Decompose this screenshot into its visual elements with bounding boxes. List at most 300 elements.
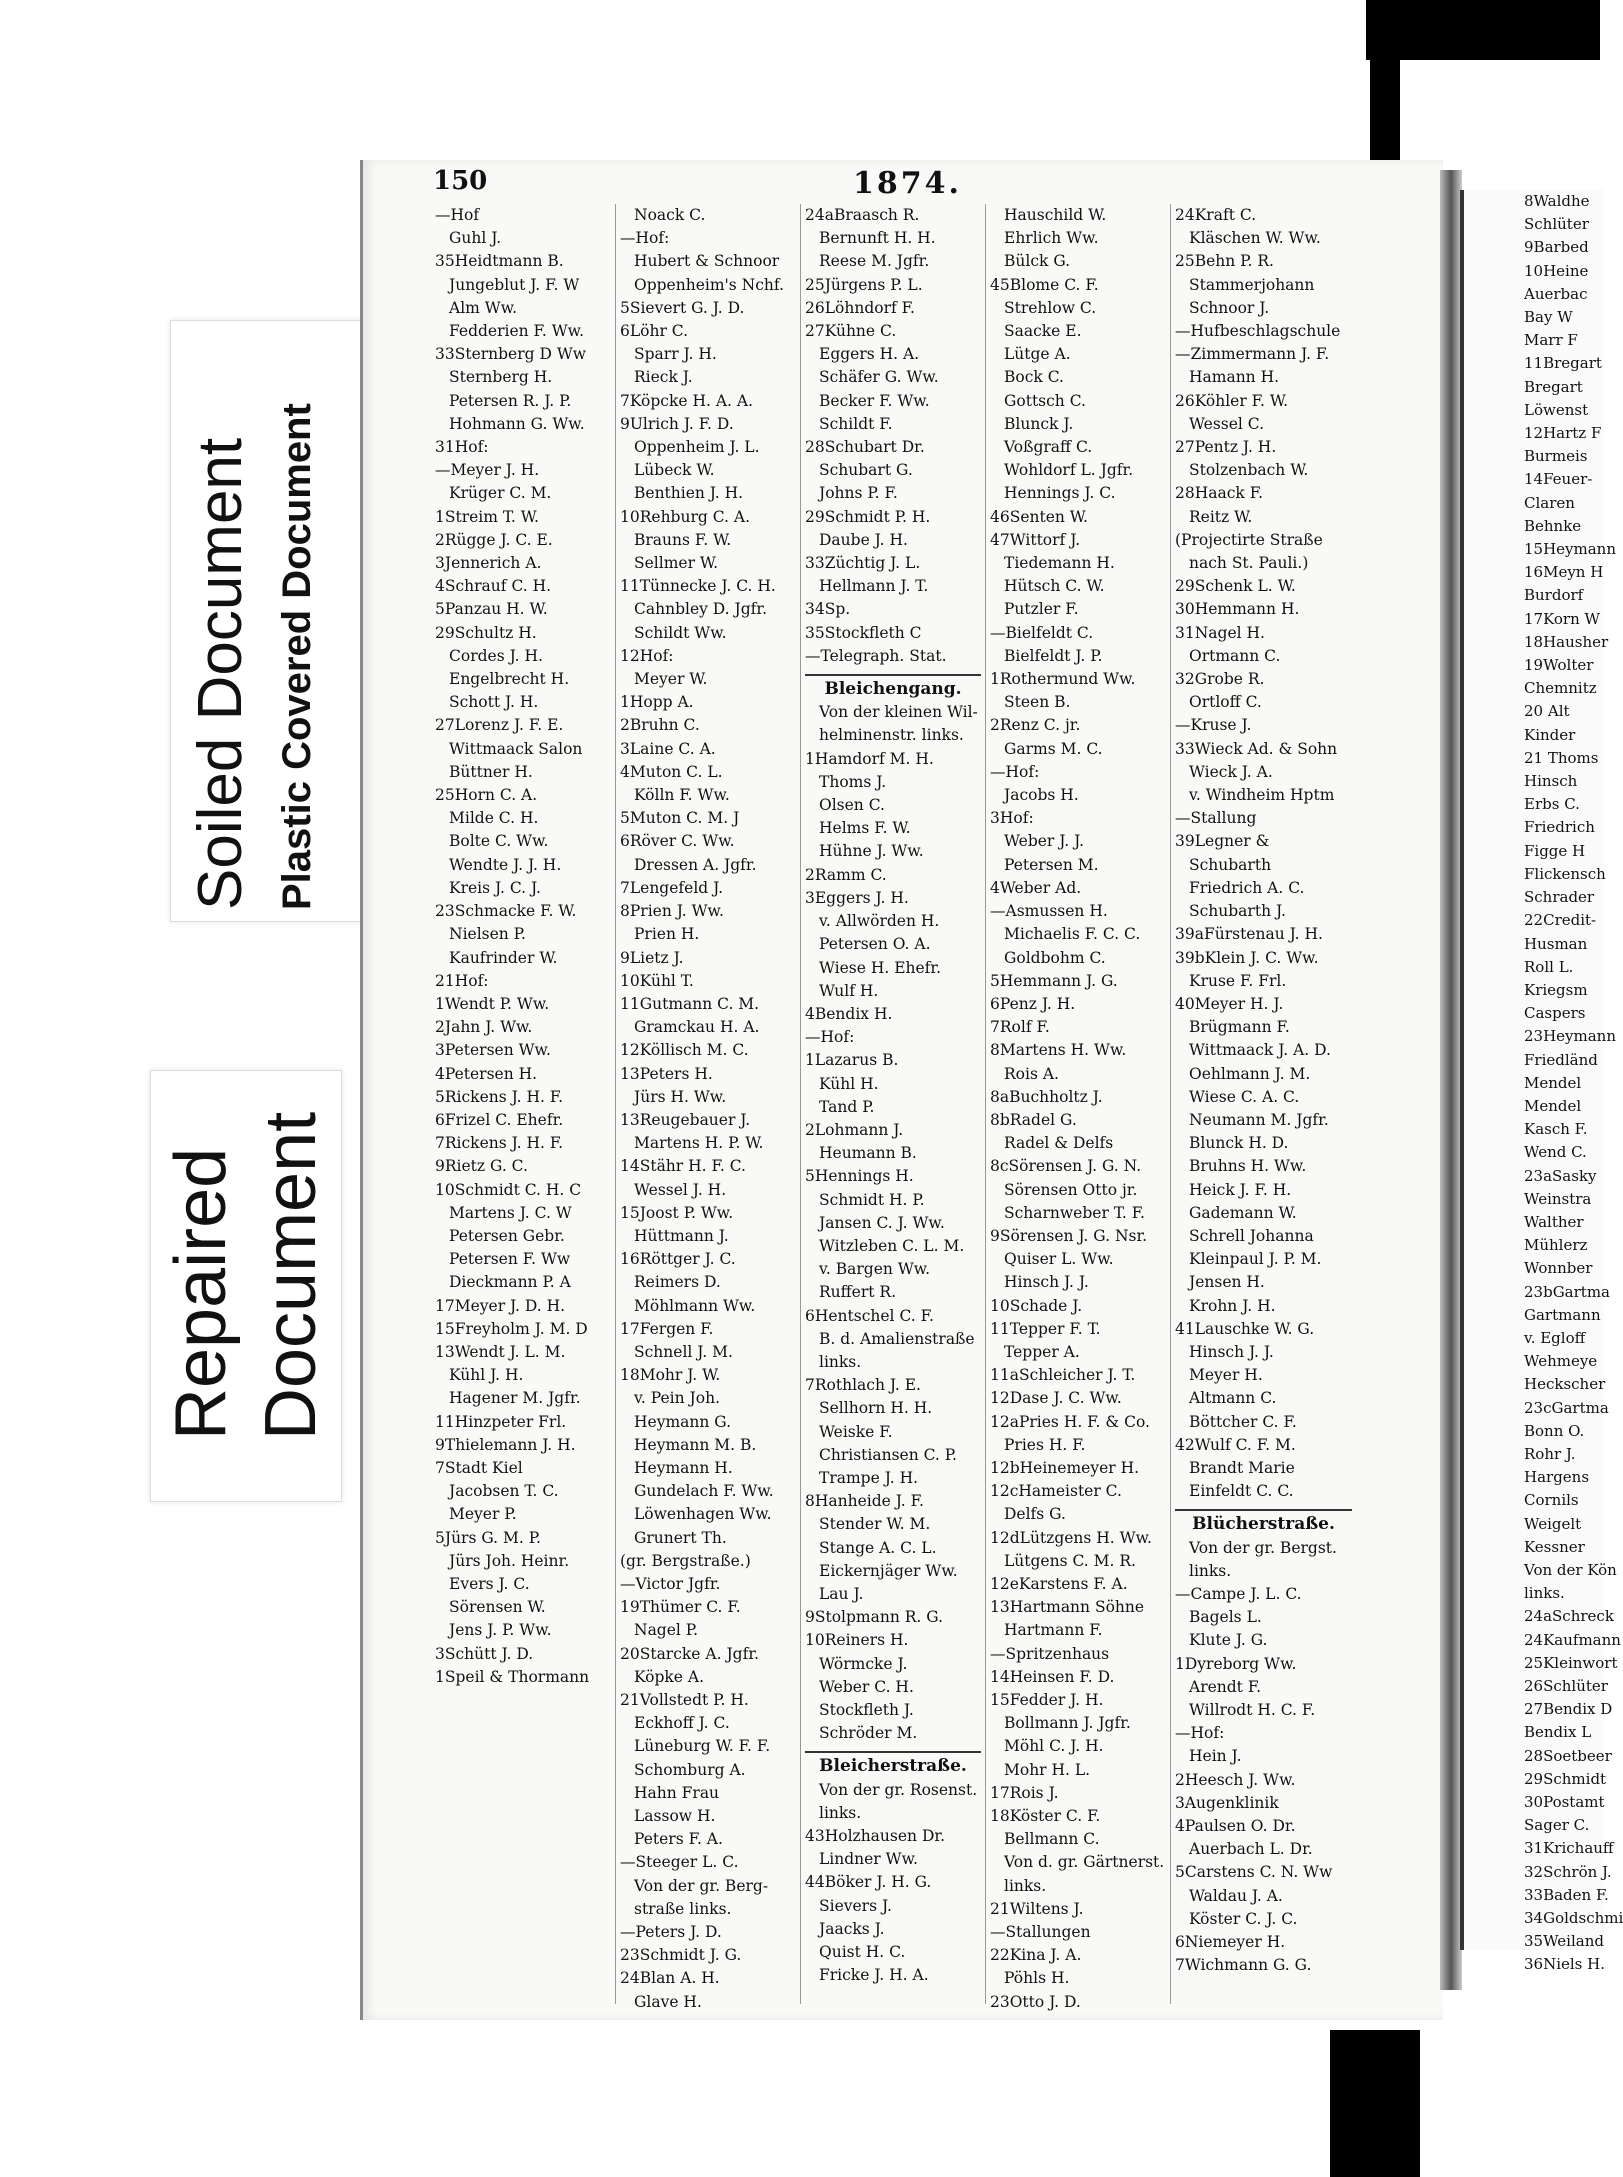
right-page-entry: 33Baden F. xyxy=(1524,1885,1609,1904)
directory-entry: Böttcher C. F. xyxy=(1189,1412,1297,1431)
directory-entry: Sternberg H. xyxy=(449,368,553,387)
directory-entry: 14Stähr H. F. C. xyxy=(620,1157,746,1176)
directory-entry: 7Köpcke H. A. A. xyxy=(620,391,753,410)
directory-entry: 40Meyer H. J. xyxy=(1175,994,1284,1013)
directory-entry: 31Hof: xyxy=(435,438,489,457)
right-page-entry: Chemnitz xyxy=(1524,679,1597,698)
right-page-entry: Husman xyxy=(1524,934,1588,953)
directory-entry: Sellhorn H. H. xyxy=(819,1399,933,1418)
directory-entry: Kölln F. Ww. xyxy=(634,786,730,805)
directory-entry: 1Lazarus B. xyxy=(805,1051,899,1070)
directory-entry: Wiese C. A. C. xyxy=(1189,1087,1300,1106)
directory-entry: Lassow H. xyxy=(634,1807,716,1826)
directory-entry: 3Petersen Ww. xyxy=(435,1041,551,1060)
directory-entry: Gundelach F. Ww. xyxy=(634,1482,774,1501)
right-page-entry: Kriegsm xyxy=(1524,980,1588,999)
soiled-label: Soiled Document xyxy=(186,437,255,910)
right-page-entry: Claren xyxy=(1524,493,1575,512)
right-page-entry: 11Bregart xyxy=(1524,354,1602,373)
directory-entry: Hütsch C. W. xyxy=(1004,577,1105,596)
directory-entry: 18Köster C. F. xyxy=(990,1807,1101,1826)
directory-entry: Ortmann C. xyxy=(1189,646,1281,665)
directory-entry: Witzleben C. L. M. xyxy=(819,1236,965,1255)
directory-entry: 23Schmidt J. G. xyxy=(620,1946,742,1965)
directory-entry: Hennings J. C. xyxy=(1004,484,1116,503)
column-3 xyxy=(801,204,986,2004)
directory-entry: Eickernjäger Ww. xyxy=(819,1561,958,1580)
right-page-entry: Mendel xyxy=(1524,1096,1582,1115)
directory-entry: 7Rickens J. H. F. xyxy=(435,1134,564,1153)
directory-entry: 2Ramm C. xyxy=(805,865,887,884)
directory-entry: 3Augenklinik xyxy=(1175,1793,1279,1812)
directory-entry: Wohldorf L. Jgfr. xyxy=(1004,461,1134,480)
directory-entry: Prien H. xyxy=(634,925,700,944)
directory-entry: 3Laine C. A. xyxy=(620,739,716,758)
right-page-entry: Kinder xyxy=(1524,725,1576,744)
directory-entry: v. Bargen Ww. xyxy=(819,1260,931,1279)
directory-entry: Ruffert R. xyxy=(819,1283,897,1302)
directory-entry: Heymann H. xyxy=(634,1458,733,1477)
directory-entry: 4Weber Ad. xyxy=(990,878,1082,897)
directory-entry: Brügmann F. xyxy=(1189,1018,1290,1037)
directory-entry: Martens H. P. W. xyxy=(634,1134,764,1153)
scan-border-top xyxy=(1366,0,1600,60)
directory-entry: 8Martens H. Ww. xyxy=(990,1041,1127,1060)
directory-entry: —Stallungen xyxy=(990,1923,1091,1942)
directory-entry: Möhl C. J. H. xyxy=(1004,1737,1104,1756)
directory-entry: 45Blome C. F. xyxy=(990,275,1099,294)
directory-entry: 12eKarstens F. A. xyxy=(990,1574,1128,1593)
directory-entry: Hüttmann J. xyxy=(634,1226,729,1245)
directory-entry: 4Paulsen O. Dr. xyxy=(1175,1817,1296,1836)
directory-entry: Lübeck W. xyxy=(634,461,715,480)
directory-entry: Neumann M. Jgfr. xyxy=(1189,1110,1329,1129)
directory-entry: 3Jennerich A. xyxy=(435,554,542,573)
directory-entry: 6Penz J. H. xyxy=(990,994,1076,1013)
directory-entry: Christiansen C. P. xyxy=(819,1445,957,1464)
directory-entry: —Hufbeschlagschule xyxy=(1175,322,1341,341)
directory-entry: 17Fergen F. xyxy=(620,1319,714,1338)
directory-entry: Wittmaack J. A. D. xyxy=(1189,1041,1331,1060)
directory-entry: 1Streim T. W. xyxy=(435,507,539,526)
directory-entry: Hamann H. xyxy=(1189,368,1280,387)
directory-entry: 41Lauschke W. G. xyxy=(1175,1319,1315,1338)
directory-entry: 11Tepper F. T. xyxy=(990,1319,1101,1338)
directory-entry: Möhlmann Ww. xyxy=(634,1296,756,1315)
directory-entry: Bülck G. xyxy=(1004,252,1071,271)
directory-entry: —Hof xyxy=(435,206,480,224)
directory-entry: Bruhns H. Ww. xyxy=(1189,1157,1307,1176)
right-page-entry: Bregart xyxy=(1524,377,1583,396)
right-page-entry: Burdorf xyxy=(1524,586,1584,605)
right-page-entry: 8Waldhe xyxy=(1524,192,1590,210)
directory-entry: 29Schultz H. xyxy=(435,623,537,642)
directory-entry: Blunck J. xyxy=(1004,414,1074,433)
directory-entry: 19Thümer C. F. xyxy=(620,1598,741,1617)
right-page-entry: 14Feuer- xyxy=(1524,470,1593,489)
directory-entry: 30Hemmann H. xyxy=(1175,600,1300,619)
right-page-entry: Rohr J. xyxy=(1524,1444,1576,1463)
directory-entry: 12Dase J. C. Ww. xyxy=(990,1389,1122,1408)
directory-entry: Cordes J. H. xyxy=(449,646,543,665)
right-page-entry: 19Wolter xyxy=(1524,656,1594,675)
directory-entry: Bernunft H. H. xyxy=(819,229,936,248)
directory-entry: Sörensen W. xyxy=(449,1598,546,1617)
directory-entry: 8cSörensen J. G. N. xyxy=(990,1157,1142,1176)
directory-entry: Jansen C. J. Ww. xyxy=(819,1213,945,1232)
directory-entry: 5Muton C. M. J xyxy=(620,809,740,828)
directory-entry: 10Schmidt C. H. C xyxy=(435,1180,582,1199)
right-page-entry: Marr F xyxy=(1524,331,1578,350)
directory-entry: Wessel C. xyxy=(1189,414,1265,433)
directory-entry: —Meyer J. H. xyxy=(435,461,540,480)
directory-entry: 9Sörensen J. G. Nsr. xyxy=(990,1226,1148,1245)
directory-entry: Hahn Frau xyxy=(634,1783,720,1802)
directory-entry: 7Rothlach J. E. xyxy=(805,1376,921,1395)
repaired-label-line1: Repaired xyxy=(161,1147,241,1440)
page-number: 150 xyxy=(433,166,488,196)
directory-entry: Waldau J. A. xyxy=(1189,1886,1283,1905)
directory-entry: Hohmann G. Ww. xyxy=(449,414,585,433)
column-4 xyxy=(986,204,1171,2011)
directory-entry: Lütgens C. M. R. xyxy=(1004,1551,1136,1570)
directory-entry: 32Grobe R. xyxy=(1175,670,1265,689)
directory-entry: Von der kleinen Wil- xyxy=(819,703,978,722)
directory-entry: 46Senten W. xyxy=(990,507,1088,526)
directory-entry: 23Schmacke F. W. xyxy=(435,902,577,921)
directory-entry: Jungeblut J. F. W xyxy=(449,275,580,294)
directory-entry: Quist H. C. xyxy=(819,1943,906,1962)
directory-entry: Petersen O. A. xyxy=(819,935,931,954)
directory-entry: 5Panzau H. W. xyxy=(435,600,548,619)
directory-entry: 1Dyreborg Ww. xyxy=(1175,1654,1297,1673)
directory-entry: 15Joost P. Ww. xyxy=(620,1203,734,1222)
directory-entry: Jens J. P. Ww. xyxy=(449,1621,552,1640)
right-page-entry: Kessner xyxy=(1524,1537,1585,1556)
directory-entry: 26Köhler F. W. xyxy=(1175,391,1289,410)
right-page-entry: Weinstra xyxy=(1524,1189,1592,1208)
right-page-entry: 23cGartma xyxy=(1524,1398,1609,1417)
directory-entry: Olsen C. xyxy=(819,796,885,815)
directory-entry: Nielsen P. xyxy=(449,925,526,944)
directory-entry: 9Thielemann J. H. xyxy=(435,1435,576,1454)
directory-entry: 5Sievert G. J. D. xyxy=(620,298,745,317)
directory-entry: Steen B. xyxy=(1004,693,1071,712)
directory-entry: 21Hof: xyxy=(435,971,489,990)
directory-entry: 33Züchtig J. L. xyxy=(805,554,921,573)
directory-entry: Petersen Gebr. xyxy=(449,1226,565,1245)
directory-entry: Schnoor J. xyxy=(1189,298,1270,317)
right-page-entry: 32Schrön J. xyxy=(1524,1862,1612,1881)
directory-entry: Bollmann J. Jgfr. xyxy=(1004,1714,1131,1733)
directory-entry: 25Jürgens P. L. xyxy=(805,275,923,294)
right-page-entry: 27Bendix D xyxy=(1524,1700,1613,1719)
directory-entry: Willrodt H. C. F. xyxy=(1189,1701,1316,1719)
directory-entry: Von d. gr. Gärtnerst. xyxy=(1004,1853,1165,1872)
directory-entry: 44Böker J. H. G. xyxy=(805,1873,932,1892)
directory-entry: Bielfeldt J. P. xyxy=(1004,646,1103,665)
directory-entry: Von der gr. Berg- xyxy=(634,1876,769,1895)
directory-entry: Hartmann F. xyxy=(1004,1621,1103,1640)
directory-entry: helminenstr. links. xyxy=(819,726,964,745)
directory-entry: Friedrich A. C. xyxy=(1189,878,1305,897)
directory-entry: Stammerjohann xyxy=(1189,275,1315,294)
directory-entry: 25Behn P. R. xyxy=(1175,252,1274,271)
directory-entry: Fedderien F. Ww. xyxy=(449,322,585,341)
directory-entry: 10Rehburg C. A. xyxy=(620,507,750,526)
right-page-entry: 25Kleinwort xyxy=(1524,1653,1618,1672)
directory-entry: —Asmussen H. xyxy=(990,902,1108,921)
right-page-entry: Bay W xyxy=(1524,308,1573,327)
directory-entry: 7Wichmann G. G. xyxy=(1175,1956,1312,1975)
directory-entry: 7Lengefeld J. xyxy=(620,878,724,897)
directory-entry: Pries H. F. xyxy=(1004,1435,1086,1454)
directory-entry: Garms M. C. xyxy=(1004,739,1103,758)
directory-entry: 4Schrauf C. H. xyxy=(435,577,552,596)
directory-entry: Reimers D. xyxy=(634,1273,721,1292)
directory-entry: Eggers H. A. xyxy=(819,345,920,364)
column-container xyxy=(431,204,1443,2011)
directory-entry: —Hof: xyxy=(990,762,1040,781)
directory-entry: Klute J. G. xyxy=(1189,1631,1268,1650)
right-page-entry: 10Heine xyxy=(1524,261,1589,280)
directory-entry: 24aBraasch R. xyxy=(805,206,920,224)
directory-entry: Evers J. C. xyxy=(449,1574,530,1593)
directory-entry: Cahnbley D. Jgfr. xyxy=(634,600,768,619)
directory-entry: 8Prien J. Ww. xyxy=(620,902,724,921)
directory-entry: Glave H. xyxy=(634,1992,702,2011)
directory-entry: 35Stockfleth C xyxy=(805,623,922,642)
directory-entry: Stockfleth J. xyxy=(819,1701,914,1719)
directory-entry: Becker F. Ww. xyxy=(819,391,930,410)
directory-entry: —Telegraph. Stat. xyxy=(805,646,947,665)
directory-entry: 23Otto J. D. xyxy=(990,1992,1081,2011)
directory-entry: (gr. Bergstraße.) xyxy=(620,1551,751,1570)
directory-entry: 5Jürs G. M. P. xyxy=(435,1528,541,1547)
directory-entry: Meyer W. xyxy=(634,670,708,689)
directory-entry: 11aSchleicher J. T. xyxy=(990,1366,1136,1385)
right-page-entry: Bonn O. xyxy=(1524,1421,1585,1440)
directory-entry: 8Hanheide J. F. xyxy=(805,1492,924,1511)
directory-entry: Engelbrecht H. xyxy=(449,670,570,689)
directory-entry: 5Hemmann J. G. xyxy=(990,971,1118,990)
directory-entry: Tiedemann H. xyxy=(1004,554,1115,573)
directory-entry: Ehrlich Ww. xyxy=(1004,229,1099,248)
directory-entry: 26Löhndorf F. xyxy=(805,298,915,317)
directory-entry: 2Jahn J. Ww. xyxy=(435,1018,533,1037)
directory-entry: 39bKlein J. C. Ww. xyxy=(1175,948,1319,967)
directory-entry: Köster C. J. C. xyxy=(1189,1909,1298,1928)
directory-entry: Heymann M. B. xyxy=(634,1435,757,1454)
directory-entry: (Projectirte Straße xyxy=(1175,530,1323,549)
directory-entry: Weiske F. xyxy=(819,1422,893,1441)
directory-entry: Voßgraff C. xyxy=(1004,438,1093,457)
directory-entry: Oppenheim's Nchf. xyxy=(634,275,784,294)
right-page-entry: 26Schlüter xyxy=(1524,1677,1608,1695)
directory-entry: Kreis J. C. J. xyxy=(449,878,541,897)
directory-entry: Kläschen W. Ww. xyxy=(1189,229,1321,248)
directory-entry: Quiser L. Ww. xyxy=(1004,1250,1114,1269)
scan-border-right xyxy=(1370,0,1400,160)
directory-entry: Weber C. H. xyxy=(819,1677,914,1696)
directory-entry: Arendt F. xyxy=(1189,1677,1262,1696)
right-page-entry: Wonnber xyxy=(1524,1259,1593,1278)
right-page-entry: 20 Alt xyxy=(1524,702,1570,721)
page-year: 1874. xyxy=(853,166,962,201)
directory-entry: Stender W. M. xyxy=(819,1515,931,1534)
directory-entry: 16Röttger J. C. xyxy=(620,1250,736,1269)
directory-entry: Schrell Johanna xyxy=(1189,1226,1314,1245)
directory-entry: Jürs H. Ww. xyxy=(634,1087,727,1106)
directory-entry: —Steeger L. C. xyxy=(620,1853,739,1872)
directory-entry: Dieckmann P. A xyxy=(449,1273,571,1292)
directory-entry: Meyer H. xyxy=(1189,1366,1263,1385)
directory-entry: Schmidt H. P. xyxy=(819,1190,925,1209)
plastic-label: Plastic Covered Document xyxy=(275,403,319,910)
right-page-entry: Friedländ xyxy=(1524,1050,1598,1069)
right-page-edge xyxy=(1460,190,1623,1974)
directory-entry: Schnell J. M. xyxy=(634,1342,733,1361)
right-page-entry: 28Soetbeer xyxy=(1524,1746,1612,1765)
directory-entry: Wendte J. J. H. xyxy=(449,855,562,874)
directory-entry: Jürs Joh. Heinr. xyxy=(449,1551,570,1570)
right-page-entry: Hargens xyxy=(1524,1468,1590,1487)
right-page-entry: Von der Kön xyxy=(1524,1560,1617,1579)
directory-entry: 1Wendt P. Ww. xyxy=(435,994,550,1013)
directory-entry: —Peters J. D. xyxy=(620,1923,722,1942)
directory-entry: 8bRadel G. xyxy=(990,1110,1077,1129)
directory-entry: Hagener M. Jgfr. xyxy=(449,1389,581,1408)
directory-entry: Michaelis F. C. C. xyxy=(1004,925,1141,944)
directory-entry: Nagel P. xyxy=(634,1621,698,1640)
directory-entry: 6Frizel C. Ehefr. xyxy=(435,1110,564,1129)
directory-entry: Ortloff C. xyxy=(1189,693,1262,712)
directory-entry: Hubert & Schnoor xyxy=(634,252,780,271)
directory-entry: 9Lietz J. xyxy=(620,948,684,967)
directory-entry: 13Peters H. xyxy=(620,1064,713,1083)
right-page-entry: Roll L. xyxy=(1524,957,1574,976)
directory-entry: 9Stolpmann R. G. xyxy=(805,1608,944,1627)
directory-entry: Johns P. F. xyxy=(819,484,898,503)
right-page-entry: 24aSchreck xyxy=(1524,1607,1614,1626)
right-page-entry: Weigelt xyxy=(1524,1514,1582,1533)
directory-entry: —Victor Jgfr. xyxy=(620,1574,721,1593)
directory-entry: Scharnweber T. F. xyxy=(1004,1203,1145,1222)
directory-entry: Tepper A. xyxy=(1004,1342,1080,1361)
directory-entry: 9Ulrich J. F. D. xyxy=(620,414,734,433)
directory-entry: 27Pentz J. H. xyxy=(1175,438,1277,457)
right-page-entry: Gartmann xyxy=(1524,1305,1601,1324)
directory-entry: 20Starcke A. Jgfr. xyxy=(620,1644,759,1663)
right-page-entry: v. Egloff xyxy=(1524,1328,1586,1347)
column-5 xyxy=(1171,204,1356,2004)
directory-entry: links. xyxy=(1189,1561,1232,1580)
directory-entry: B. d. Amalienstraße xyxy=(819,1329,975,1348)
directory-entry: Altmann C. xyxy=(1189,1389,1277,1408)
directory-entry: 2Renz C. jr. xyxy=(990,716,1081,735)
book-spine xyxy=(1440,170,1462,1990)
directory-entry: links. xyxy=(1004,1876,1047,1895)
directory-entry: 2Lohmann J. xyxy=(805,1120,904,1139)
directory-entry: Dressen A. Jgfr. xyxy=(634,855,757,874)
directory-entry: 5Rickens J. H. F. xyxy=(435,1087,564,1106)
directory-entry: Schubart G. xyxy=(819,461,913,480)
directory-entry: —Spritzenhaus xyxy=(990,1644,1110,1663)
directory-entry: Schäfer G. Ww. xyxy=(819,368,939,387)
directory-entry: 28Haack F. xyxy=(1175,484,1263,503)
right-page-entry: Wehmeye xyxy=(1524,1352,1598,1371)
directory-entry: Sparr J. H. xyxy=(634,345,717,364)
directory-entry: 39Legner & xyxy=(1175,832,1270,851)
directory-entry: 13Reugebauer J. xyxy=(620,1110,751,1129)
directory-entry: Hauschild W. xyxy=(1004,206,1107,224)
directory-entry: 17Meyer J. D. H. xyxy=(435,1296,566,1315)
directory-entry: 33Wieck Ad. & Sohn xyxy=(1175,739,1338,758)
directory-entry: —Hof: xyxy=(620,229,670,248)
right-page-entry: Mühlerz xyxy=(1524,1236,1588,1255)
directory-entry: 12dLützgens H. Ww. xyxy=(990,1528,1152,1547)
directory-entry: Einfeldt C. C. xyxy=(1189,1482,1294,1501)
directory-entry: 11Hinzpeter Frl. xyxy=(435,1412,567,1431)
right-page-entry: Burmeis xyxy=(1524,447,1588,466)
directory-entry: Gramckau H. A. xyxy=(634,1018,760,1037)
column-2 xyxy=(616,204,801,2011)
right-page-entry: 23aSasky xyxy=(1524,1166,1597,1185)
directory-entry: 11Tünnecke J. C. H. xyxy=(620,577,776,596)
directory-entry: Wiese H. Ehefr. xyxy=(819,958,942,977)
directory-entry: Pöhls H. xyxy=(1004,1969,1070,1988)
directory-entry: Fricke J. H. A. xyxy=(819,1966,929,1985)
right-page-entry: 21 Thoms xyxy=(1524,748,1599,767)
directory-entry: 47Wittorf J. xyxy=(990,530,1081,549)
directory-entry: 7Stadt Kiel xyxy=(435,1458,523,1477)
directory-entry: Schildt Ww. xyxy=(634,623,727,642)
directory-entry: Rieck J. xyxy=(634,368,693,387)
directory-entry: 29Schenk L. W. xyxy=(1175,577,1296,596)
right-page-entry: 12Hartz F xyxy=(1524,424,1602,443)
directory-entry: Lau J. xyxy=(819,1584,864,1603)
right-page-entry: Schrader xyxy=(1524,888,1595,907)
page-header xyxy=(433,166,1433,202)
directory-entry: 11Gutmann C. M. xyxy=(620,994,760,1013)
directory-entry: 21Wiltens J. xyxy=(990,1899,1084,1918)
directory-entry: 13Hartmann Söhne xyxy=(990,1598,1145,1617)
directory-entry: Kühl J. H. xyxy=(449,1366,524,1385)
street-heading: Blücherstraße. xyxy=(1175,1509,1352,1536)
directory-entry: 8aBuchholtz J. xyxy=(990,1087,1103,1106)
directory-entry: Löwenhagen Ww. xyxy=(634,1505,772,1524)
directory-entry: 13Wendt J. L. M. xyxy=(435,1342,566,1361)
directory-entry: 18Mohr J. W. xyxy=(620,1366,721,1385)
directory-entry: 3Eggers J. H. xyxy=(805,888,909,907)
directory-entry: —Hof: xyxy=(805,1028,855,1047)
directory-entry: Oehlmann J. M. xyxy=(1189,1064,1311,1083)
directory-entry: Jacobs H. xyxy=(1004,786,1079,805)
directory-entry: Wessel J. H. xyxy=(634,1180,727,1199)
directory-entry: 43Holzhausen Dr. xyxy=(805,1827,945,1846)
right-page-entry: 24Kaufmann xyxy=(1524,1630,1621,1649)
directory-entry: 10Reiners H. xyxy=(805,1631,909,1650)
directory-entry: Saacke E. xyxy=(1004,322,1082,341)
directory-entry: Reese M. Jgfr. xyxy=(819,252,930,271)
right-page-entry: 9Barbed xyxy=(1524,238,1589,257)
directory-entry: 5Carstens C. N. Ww xyxy=(1175,1863,1333,1882)
directory-entry: 15Freyholm J. M. D xyxy=(435,1319,588,1338)
right-page-entry: Schlüter xyxy=(1524,215,1589,234)
right-page-entry: 18Hausher xyxy=(1524,632,1609,651)
directory-entry: 39aFürstenau J. H. xyxy=(1175,925,1323,944)
directory-entry: Lindner Ww. xyxy=(819,1850,918,1869)
